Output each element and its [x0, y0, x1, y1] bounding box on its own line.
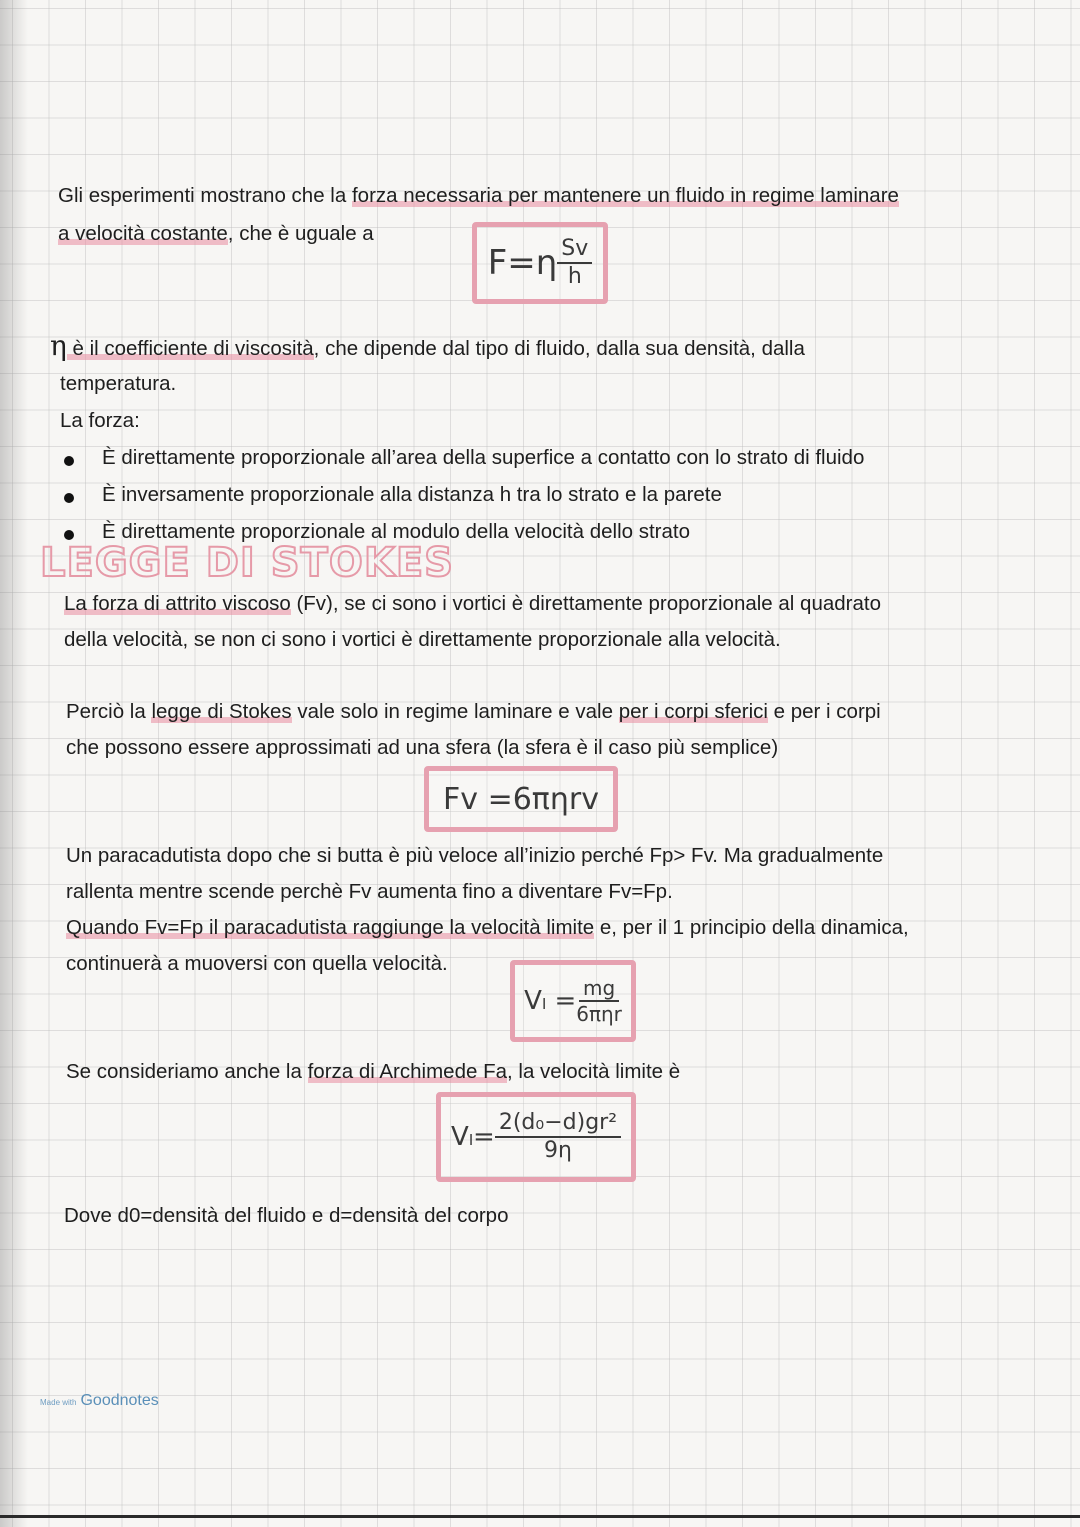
stokes-highlight: legge di Stokes	[151, 700, 292, 723]
formula3-den: 6πηr	[576, 1002, 622, 1026]
stokes-line-2: che possono essere approssimati ad una sfera (la sfera è il caso più semplice)	[66, 736, 779, 759]
para-line-2: rallenta mentre scende perchè Fv aumenta fino a diventare Fv=Fp.	[66, 880, 673, 903]
logo-text: Goodnotes	[80, 1392, 159, 1409]
intro-highlight-2: a velocità costante	[58, 222, 228, 245]
intro-text-2: , che è uguale a	[227, 222, 374, 245]
logo-small-text: Made with	[40, 1398, 77, 1407]
viscous-highlight: La forza di attrito viscoso	[64, 592, 291, 615]
para-line-1: Un paracadutista dopo che si butta è più veloce all’inizio perché Fp> Fv. Ma gradualmente	[66, 844, 884, 867]
para-line-3	[66, 910, 909, 946]
formula-limit-velocity	[510, 960, 636, 1042]
intro-line-2	[58, 216, 374, 252]
intro-text: Gli esperimenti mostrano che la	[58, 184, 352, 207]
eta-text: , che dipende dal tipo di fluido, dalla sua densità, dalla	[313, 337, 805, 360]
page-bottom-edge	[0, 1515, 1080, 1518]
bullet-dot	[64, 493, 74, 503]
intro-highlight: forza necessaria per mantenere un fluido in regime laminare	[351, 184, 899, 207]
viscous-text: (Fv), se ci sono i vortici è direttamente proporzionale al quadrato	[290, 592, 881, 615]
formula1-num: Sv	[557, 238, 592, 264]
formula1-lhs: F=η	[487, 243, 558, 283]
formula4-fraction	[495, 1112, 621, 1162]
formula4-den: 9η	[543, 1138, 572, 1163]
section-heading: LEGGE DI STOKES	[40, 540, 454, 586]
densities-note: Dove d0=densità del fluido e d=densità del corpo	[64, 1204, 509, 1227]
formula3-lhs: Vₗ =	[524, 986, 577, 1016]
stokes-highlight-2: per i corpi sferici	[618, 700, 768, 723]
formula-limit-velocity-archimede	[436, 1092, 636, 1182]
force-intro: La forza:	[60, 409, 140, 432]
stokes-text-a: Perciò la	[66, 700, 152, 723]
formula3-fraction	[576, 978, 622, 1024]
intro-line-1	[58, 178, 899, 214]
bullet-dot	[64, 456, 74, 466]
page-edge-shadow	[0, 0, 28, 1527]
formula-stokes	[424, 766, 618, 832]
formula1-fraction	[557, 238, 592, 288]
para-text: e, per il 1 principio della dinamica,	[594, 916, 909, 939]
eta-highlight: è il coefficiente di viscosità	[66, 337, 314, 360]
formula1-den: h	[567, 264, 582, 289]
eta-symbol: η	[50, 329, 67, 362]
formula-viscous-force	[472, 222, 608, 304]
eta-line-1	[50, 328, 805, 367]
archimede-text-b: , la velocità limite è	[507, 1060, 681, 1083]
formula4-lhs: Vₗ=	[450, 1122, 495, 1152]
goodnotes-logo	[40, 1392, 159, 1410]
para-highlight: Quando Fv=Fp il paracadutista raggiunge la velocità limite	[66, 916, 595, 939]
bullet-item-1: È direttamente proporzionale all’area della superfice a contatto con lo strato di fluido	[102, 446, 865, 469]
bullet-item-2: È inversamente proporzionale alla distanza h tra lo strato e la parete	[102, 483, 722, 506]
archimede-highlight: forza di Archimede Fa	[307, 1060, 507, 1083]
stokes-text-c: e per i corpi	[767, 700, 881, 723]
eta-line-2: temperatura.	[60, 372, 177, 395]
viscous-line-2: della velocità, se non ci sono i vortici è direttamente proporzionale alla velocità.	[64, 628, 781, 651]
viscous-line-1	[64, 586, 881, 622]
stokes-text-b: vale solo in regime laminare e vale	[291, 700, 619, 723]
formula4-num: 2(d₀−d)gr²	[495, 1112, 621, 1138]
archimede-line	[66, 1054, 680, 1090]
bullet-item-3: È direttamente proporzionale al modulo della velocità dello strato	[102, 520, 691, 543]
stokes-line-1	[66, 694, 881, 730]
formula3-num: mg	[579, 978, 619, 1002]
formula2-text: Fv =6πηrv	[443, 781, 599, 817]
para-line-4: continuerà a muoversi con quella velocità.	[66, 952, 448, 975]
bullet-dot	[64, 530, 74, 540]
archimede-text-a: Se consideriamo anche la	[66, 1060, 308, 1083]
